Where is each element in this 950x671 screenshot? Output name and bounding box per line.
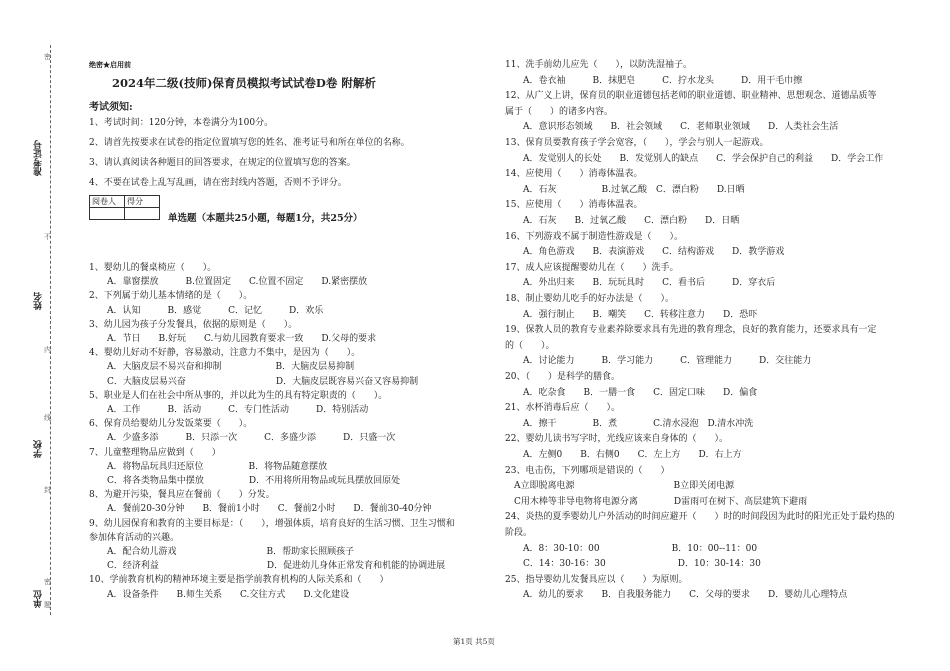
question-line: A．石灰 B．过氧乙酸 C．漂白粉 D．日晒	[505, 216, 740, 226]
question-line: C．将各类物品集中摆放 D．不用将所用物品或玩具摆放回原处	[89, 476, 401, 486]
score-table-score: 得分	[125, 196, 160, 208]
question-line: A．石灰 B.过氧乙酸 C．漂白粉 D.日晒	[505, 184, 745, 195]
question-line: 7、儿童整理物品应做到（ ）	[89, 447, 221, 458]
question-line: 24、炎热的夏季婴幼儿户外活动的时间应避开（ ）时的时间段因为此时的阳光正处于最灼热的	[505, 512, 895, 523]
question-line: 3、幼儿园为孩子分发餐具，依据的原则是（ ）。	[89, 319, 298, 330]
seal-char: 密	[44, 578, 51, 586]
question-line: 22、婴幼儿读书写字时，光线应该来自身体的（ ）。	[505, 434, 728, 445]
seal-char: 封	[44, 486, 51, 494]
score-table-cell[interactable]	[90, 208, 125, 220]
question-line: C．14：30-16：30 D．10：30-14：30	[505, 559, 761, 570]
question-line: A．餐前20-30分钟 B．餐前1小时 C．餐前2小时 D．餐前30-40分钟	[89, 504, 432, 515]
question-line: 1、考试时间：120分钟，本卷满分为100分。	[89, 118, 274, 128]
question-line: 1、婴幼儿的餐桌椅应（ ）。	[89, 263, 217, 273]
question-line: A．擦干 B．煮 C.清水浸泡 D.清水冲洗	[505, 418, 754, 429]
seal-char: 不	[44, 233, 51, 241]
question-line: 2、下列属于幼儿基本情绪的是（ ）。	[89, 291, 253, 302]
question-line: 23、电击伤，下列哪项是错误的（ ）	[505, 465, 670, 476]
question-line: 6、保育员给婴幼儿分发饭菜要（ ）。	[89, 419, 253, 430]
seal-char: 内	[44, 346, 51, 354]
question-line: 9、幼儿园保育和教育的主要目标是：（ ），增强体质，培育良好的生活习惯、卫生习惯和	[89, 518, 455, 529]
question-line: A．外出归来 B．玩玩具时 C．看书后 D．穿衣后	[505, 278, 776, 289]
question-line: 13、保育员要教育孩子学会宽容，（ ），学会与别人一起游戏。	[505, 138, 769, 148]
label-name: 姓名	[34, 292, 44, 310]
question-line: A．少盛多添 B．只添一次 C．多盛少添 D．只盛一次	[89, 433, 396, 444]
question-line: A．讨论能力 B．学习能力 C．管理能力 D．交往能力	[505, 356, 812, 367]
question-line: A．吃杂食 B．一膳一食 C．固定口味 D．偏食	[505, 387, 758, 398]
question-line: A．角色游戏 B．表演游戏 C．结构游戏 D．教学游戏	[505, 247, 785, 258]
question-line: A．8：30-10：00 B．10：00--11：00	[505, 543, 758, 554]
question-line: 4、不要在试卷上乱写乱画，请在密封线内答题，否则不予评分。	[89, 178, 347, 188]
seal-char: 密	[44, 53, 51, 61]
question-line: 阶段。	[505, 528, 533, 538]
question-line: 19、保教人员的教育专业素养除要求具有先进的教育理念，良好的教育能力，还要求具有一定	[505, 325, 877, 336]
question-line: 属于（ ）的诸多内容。	[505, 106, 614, 117]
label-unit: 单位	[34, 590, 44, 608]
question-line: C．大脑皮层易兴奋 D．大脑皮层既容易兴奋又容易抑制	[89, 376, 419, 387]
question-line: A．左侧0 B．右侧0 C．左上方 D．右上方	[505, 450, 742, 460]
question-line: A．靠窗摆放 B.位置固定 C.位置不固定 D.紧密摆放	[89, 277, 368, 288]
question-line: C．经济利益 D．促进幼儿身体正常发育和机能的协调进展	[89, 561, 446, 572]
question-line: A．设备条件 B.师生关系 C.交往方式 D.文化建设	[89, 589, 350, 600]
question-line: 10、学前教育机构的精神环境主要是指学前教育机构的人际关系和（ ）	[89, 575, 389, 586]
seal-char: 题	[44, 601, 51, 609]
question-line: 21、水杯消毒后应（ ）。	[505, 403, 620, 414]
page-number: 第1页 共5页	[453, 637, 495, 646]
question-line: A立即脱离电源 B立即关闭电源	[505, 481, 735, 492]
question-line: 20、（ ）是科学的膳食。	[505, 372, 620, 382]
question-line: A．大脑皮层不易兴奋和抑制 B．大脑皮层易抑制	[89, 362, 355, 373]
score-table-reviewer: 阅卷人	[90, 196, 125, 208]
question-line: 的（ ）。	[505, 340, 555, 351]
question-line: A．幼儿的要求 B．自我服务能力 C．父母的要求 D．婴幼儿心理特点	[505, 590, 848, 601]
question-line: 18、制止婴幼儿吃手的好办法是（ ）。	[505, 294, 674, 304]
question-line: 12、从广义上讲，保育员的职业道德包括老师的职业道德、职业精神、思想观念、道德品质等	[505, 91, 877, 102]
question-line: 4、婴幼儿好动不好静，容易激动，注意力不集中，是因为（ ）。	[89, 348, 361, 359]
question-line: 25、指导婴幼儿发餐具应以（ ）为原则。	[505, 574, 688, 585]
question-line: 15、应使用（ ）消毒体温表。	[505, 200, 643, 211]
question-line: 16、下列游戏不属于制造性游戏是（ ）。	[505, 231, 683, 242]
question-line: A．强行制止 B．嘲笑 C．转移注意力 D．恐吓	[505, 309, 758, 320]
question-line: A．配合幼儿游戏 B．帮助家长照顾孩子	[89, 547, 355, 557]
question-line: A．工作 B．活动 C．专门性活动 D．特别活动	[89, 405, 369, 415]
question-line: 2、请首先按要求在试卷的指定位置填写您的姓名、准考证号和所在单位的名称。	[89, 138, 410, 148]
question-line: A．将物品玩具归还原位 B．将物品随意摆放	[89, 461, 328, 472]
seal-char: 线	[44, 414, 51, 422]
seal-line	[50, 45, 51, 615]
question-line: A．节日 B.好玩 C.与幼儿园教育要求一致 D.父母的要求	[89, 334, 377, 344]
label-school: 学校	[34, 440, 44, 458]
question-line: 14、应使用（ ）消毒体温表。	[505, 169, 643, 180]
question-line: A．发觉别人的长处 B．发觉别人的缺点 C．学会保护自己的利益 D．学会工作	[505, 153, 884, 164]
page-title: 2024年二级(技师)保育员模拟考试试卷D卷 附解析	[112, 76, 376, 90]
secret-mark: 绝密★启用前	[89, 60, 131, 69]
question-line: 参加体育活动的兴趣。	[89, 532, 180, 543]
question-line: 17、成人应该提醒婴幼儿在（ ）洗手。	[505, 262, 679, 273]
question-line: 3、请认真阅读各种题目的回答要求，在规定的位置填写您的答案。	[89, 158, 356, 168]
score-table	[89, 195, 160, 220]
label-exam-number: 准考证号	[34, 140, 44, 176]
section-title: 单选题（本题共25小题，每题1分，共25分）	[168, 213, 363, 224]
question-line: A．认知 B．感觉 C．记忆 D．欢乐	[89, 305, 324, 316]
question-line: 8、为避开污染，餐具应在餐前（ ）分发。	[89, 490, 275, 501]
question-line: C用木棒等非导电物将电源分离 D雷雨可在树下、高层建筑下避雨	[505, 496, 808, 507]
question-line: 5、职业是人们在社会中所从事的，并以此为生的具有特定职责的（ ）。	[89, 390, 388, 401]
question-line: A．意识形态领域 B．社会领域 C．老师职业领域 D．人类社会生活	[505, 122, 839, 133]
question-line: 11、洗手前幼儿应先（ ），以防洗湿袖子。	[505, 60, 692, 70]
question-line: A．卷衣袖 B．抹肥皂 C．拧水龙头 D．用干毛巾擦	[505, 75, 803, 86]
score-table-cell[interactable]	[125, 208, 160, 220]
notice-heading: 考试须知:	[89, 102, 133, 113]
